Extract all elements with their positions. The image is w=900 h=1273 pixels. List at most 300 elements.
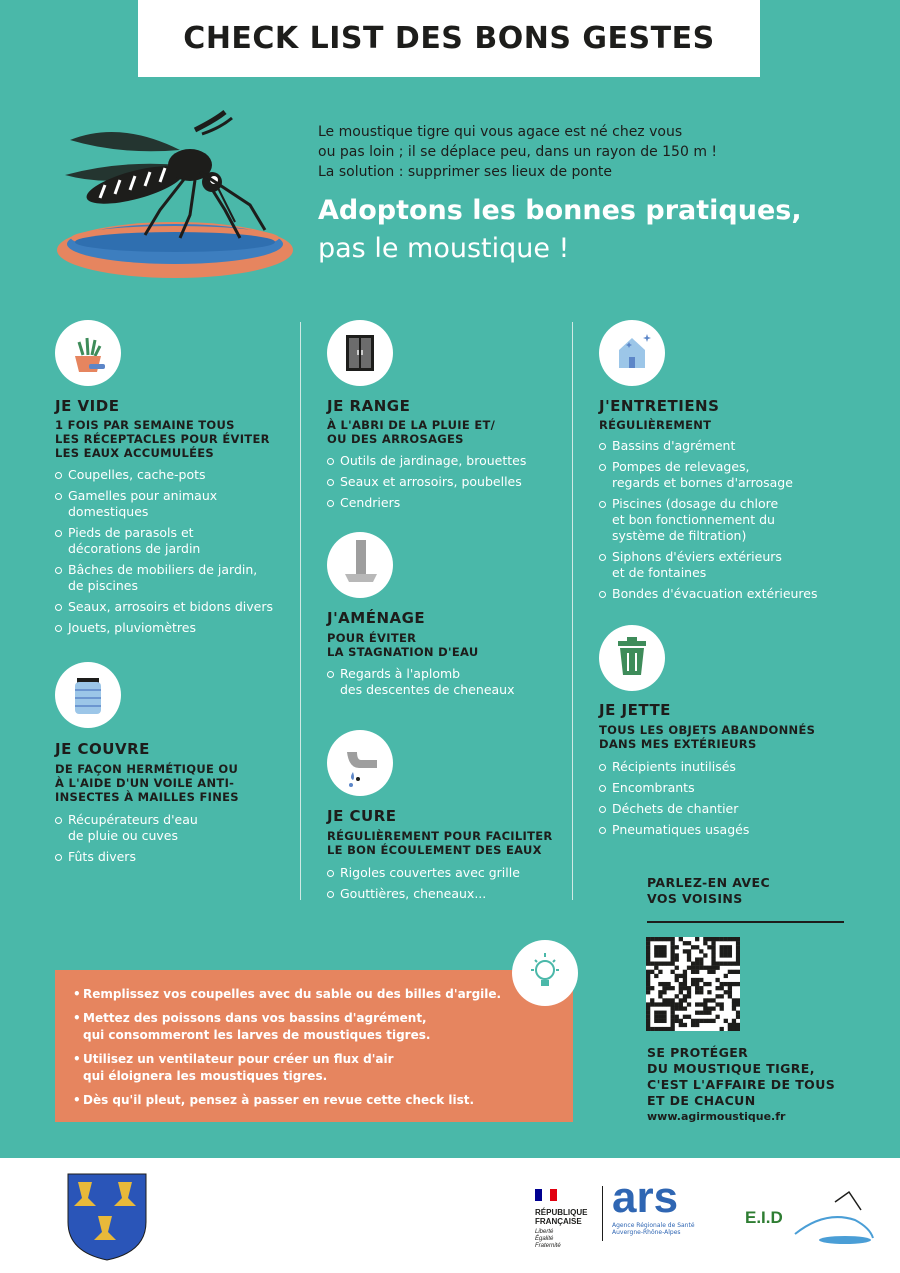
qr-module [736,937,740,941]
qr-module [720,949,724,953]
qr-module [675,945,679,949]
qr-module [703,998,707,1002]
qr-module [715,1002,719,1006]
protect-message: SE PROTÉGER DU MOUSTIQUE TIGRE, C'EST L'AFFAIRE DE TOUS ET DE CHACUN [647,1045,836,1108]
qr-module [671,1015,675,1019]
qr-module [707,1006,711,1010]
qr-module [687,986,691,990]
qr-module [736,1027,740,1031]
qr-module [671,970,675,974]
qr-module [724,953,728,957]
qr-module [703,1019,707,1023]
qr-module [687,957,691,961]
qr-module [736,945,740,949]
qr-module [683,1023,687,1027]
qr-module [703,1002,707,1006]
section-subtitle-cure: RÉGULIÈREMENT POUR FACILITER LE BON ÉCOULEMENT DES EAUX [327,829,553,857]
qr-module [675,1015,679,1019]
qr-module [707,966,711,970]
qr-module [736,1015,740,1019]
qr-module [646,957,650,961]
qr-module [699,949,703,953]
tips-list [73,986,555,1109]
qr-module [683,949,687,953]
qr-module [650,962,654,966]
qr-module [679,1006,683,1010]
qr-module [646,941,650,945]
qr-module [703,1006,707,1010]
qr-module [646,1023,650,1027]
qr-module [658,945,662,949]
qr-module [687,941,691,945]
qr-module [728,994,732,998]
qr-module [679,990,683,994]
qr-module [666,1027,670,1031]
headline-light: pas le moustique ! [318,233,570,264]
qr-module [658,1015,662,1019]
qr-module [683,974,687,978]
qr-module [650,1002,654,1006]
qr-module [695,970,699,974]
column-divider [572,322,573,900]
gutter-icon [327,730,393,796]
qr-module [728,986,732,990]
cabinet-icon [327,320,393,386]
section-subtitle-couvre: DE FAÇON HERMÉTIQUE OU À L'AIDE D'UN VOILE ANTI- INSECTES À MAILLES FINES [55,762,239,804]
qr-module [679,998,683,1002]
qr-module [650,1027,654,1031]
qr-module [711,1019,715,1023]
qr-module [662,949,666,953]
section-title-amenage: J'AMÉNAGE [327,609,426,627]
qr-module [679,982,683,986]
qr-module [691,1019,695,1023]
qr-module [675,1019,679,1023]
qr-module [699,986,703,990]
list-item: Rigoles couvertes avec grille [327,865,567,881]
list-amenage [327,666,567,703]
qr-module [720,1002,724,1006]
qr-module [650,986,654,990]
qr-module [695,990,699,994]
qr-module [707,1019,711,1023]
plant-pot-icon [55,320,121,386]
list-item: Siphons d'éviers extérieurs et de fontaines [599,549,859,581]
qr-module [683,941,687,945]
qr-module [662,986,666,990]
qr-module [715,962,719,966]
qr-module [707,970,711,974]
qr-module [732,1027,736,1031]
qr-module [675,994,679,998]
qr-module [687,1002,691,1006]
qr-module [728,990,732,994]
qr-module [732,982,736,986]
qr-module [658,953,662,957]
list-item: Pieds de parasols et décorations de jardin [55,525,295,557]
qr-module [658,962,662,966]
qr-module [695,962,699,966]
qr-module [687,994,691,998]
section-title-cure: JE CURE [327,807,397,825]
list-item: Piscines (dosage du chlore et bon fonctionnement du système de filtration) [599,496,859,544]
mosquito-illustration [50,110,300,285]
list-item: Seaux, arrosoirs et bidons divers [55,599,295,615]
page-title: CHECK LIST DES BONS GESTES [183,21,715,56]
qr-module [728,1023,732,1027]
qr-module [703,966,707,970]
qr-module [675,957,679,961]
qr-module [679,986,683,990]
ars-subtitle: Agence Régionale de Santé Auvergne-Rhône-Alpes [612,1222,695,1236]
qr-module [658,990,662,994]
talk-neighbors-text: PARLEZ-EN AVEC VOS VOISINS [647,875,771,906]
qr-module [646,978,650,982]
qr-module [736,1023,740,1027]
qr-module [732,1023,736,1027]
qr-module [711,937,715,941]
qr-module [658,937,662,941]
list-item: Bondes d'évacuation extérieures [599,586,859,602]
qr-module [671,945,675,949]
list-item: Récupérateurs d'eau de pluie ou cuves [55,812,295,844]
title-banner [138,0,760,77]
qr-module [699,966,703,970]
qr-code[interactable] [646,937,740,1031]
qr-module [646,1015,650,1019]
qr-module [654,974,658,978]
qr-module [650,970,654,974]
qr-module [699,1011,703,1015]
qr-module [732,1002,736,1006]
qr-module [715,994,719,998]
list-item: Pompes de relevages, regards et bornes d'arrosage [599,459,859,491]
qr-module [646,1011,650,1015]
qr-module [720,937,724,941]
qr-module [654,1011,658,1015]
qr-module [654,1002,658,1006]
qr-module [683,1015,687,1019]
list-range [327,453,567,516]
qr-module [683,978,687,982]
qr-module [724,962,728,966]
qr-module [671,1011,675,1015]
qr-module [736,1011,740,1015]
intro-line-1: Le moustique tigre qui vous agace est né chez vous [318,124,683,140]
qr-module [720,994,724,998]
qr-module [736,957,740,961]
qr-module [728,982,732,986]
qr-module [671,1019,675,1023]
qr-module [662,998,666,1002]
footer [0,1158,900,1273]
qr-module [707,945,711,949]
qr-module [666,1002,670,1006]
qr-module [724,1019,728,1023]
qr-module [675,953,679,957]
trash-can-icon [599,625,665,691]
section-subtitle-range: À L'ABRI DE LA PLUIE ET/ OU DES ARROSAGES [327,418,496,446]
qr-divider [647,921,844,923]
qr-module [679,1023,683,1027]
qr-module [724,974,728,978]
qr-module [711,1006,715,1010]
section-subtitle-vide: 1 FOIS PAR SEMAINE TOUS LES RÉCEPTACLES POUR ÉVITER LES EAUX ACCUMULÉES [55,418,270,460]
qr-module [736,962,740,966]
tip-item: • Mettez des poissons dans vos bassins d'agrément, qui consommeront les larves de moustiques tigres. [73,1010,555,1044]
list-item: Regards à l'aplomb des descentes de cheneaux [327,666,567,698]
section-subtitle-entretiens: RÉGULIÈREMENT [599,418,712,432]
qr-module [728,945,732,949]
section-title-entretiens: J'ENTRETIENS [599,397,720,415]
qr-module [683,970,687,974]
house-icon [599,320,665,386]
qr-module [658,949,662,953]
qr-module [675,1006,679,1010]
ars-logo: ars [612,1173,679,1222]
qr-module [695,937,699,941]
qr-module [711,962,715,966]
qr-module [691,1023,695,1027]
qr-module [703,953,707,957]
qr-module [671,1002,675,1006]
list-item: Récipients inutilisés [599,759,859,775]
qr-module [732,937,736,941]
tip-item: • Dès qu'il pleut, pensez à passer en revue cette check list. [73,1092,555,1109]
qr-module [736,998,740,1002]
qr-module [662,962,666,966]
qr-module [654,966,658,970]
qr-module [654,1015,658,1019]
qr-module [720,986,724,990]
qr-module [679,1002,683,1006]
list-item: Bâches de mobiliers de jardin, de piscines [55,562,295,594]
devise-text: Liberté Égalité Fraternité [535,1229,561,1249]
column-divider [300,322,301,900]
logo-separator [602,1186,603,1241]
qr-module [646,974,650,978]
qr-module [671,998,675,1002]
qr-module [711,998,715,1002]
qr-module [695,1011,699,1015]
qr-module [679,937,683,941]
qr-module [736,949,740,953]
qr-module [675,1002,679,1006]
qr-module [699,962,703,966]
qr-module [699,1002,703,1006]
qr-module [671,941,675,945]
qr-module [671,1027,675,1031]
intro-text [318,122,798,182]
qr-module [707,982,711,986]
qr-module [662,982,666,986]
qr-module [666,998,670,1002]
list-item: Déchets de chantier [599,801,859,817]
qr-module [699,1019,703,1023]
qr-module [646,962,650,966]
qr-module [671,953,675,957]
qr-module [699,957,703,961]
qr-module [691,962,695,966]
qr-module [654,962,658,966]
qr-module [720,1027,724,1031]
drainpipe-icon [327,532,393,598]
section-title-range: JE RANGE [327,397,411,415]
qr-module [646,953,650,957]
qr-module [654,1019,658,1023]
qr-module [711,949,715,953]
qr-module [683,998,687,1002]
qr-module [720,953,724,957]
qr-module [695,986,699,990]
qr-module [662,953,666,957]
list-item: Seaux et arrosoirs, poubelles [327,474,567,490]
qr-module [736,1002,740,1006]
section-title-vide: JE VIDE [55,397,120,415]
qr-module [732,1006,736,1010]
qr-module [679,974,683,978]
list-item: Encombrants [599,780,859,796]
section-title-couvre: JE COUVRE [55,740,150,758]
qr-module [720,945,724,949]
list-item: Cendriers [327,495,567,511]
qr-module [662,1015,666,1019]
qr-module [703,937,707,941]
marianne-flag-icon [535,1189,557,1201]
qr-module [711,953,715,957]
qr-module [687,953,691,957]
section-subtitle-jette: TOUS LES OBJETS ABANDONNÉS DANS MES EXTÉRIEURS [599,723,816,751]
section-subtitle-amenage: POUR ÉVITER LA STAGNATION D'EAU [327,631,479,659]
qr-module [736,982,740,986]
list-vide [55,467,295,641]
republique-text: RÉPUBLIQUE FRANÇAISE [535,1208,588,1226]
qr-module [732,998,736,1002]
qr-module [658,994,662,998]
qr-module [662,1027,666,1031]
qr-module [658,982,662,986]
qr-module [683,986,687,990]
tips-box [55,970,573,1122]
qr-module [646,1002,650,1006]
qr-module [675,978,679,982]
qr-module [691,966,695,970]
qr-module [724,945,728,949]
list-item: Gamelles pour animaux domestiques [55,488,295,520]
qr-module [687,949,691,953]
qr-module [703,982,707,986]
list-jette [599,759,859,843]
qr-module [707,937,711,941]
qr-module [646,945,650,949]
qr-module [654,945,658,949]
qr-module [728,962,732,966]
qr-module [671,937,675,941]
qr-module [736,970,740,974]
qr-module [646,986,650,990]
qr-module [732,962,736,966]
qr-module [711,957,715,961]
qr-module [671,1023,675,1027]
qr-module [691,945,695,949]
qr-module [699,990,703,994]
qr-module [646,949,650,953]
qr-module [736,953,740,957]
qr-module [675,966,679,970]
qr-module [724,949,728,953]
qr-module [679,1019,683,1023]
qr-module [662,937,666,941]
coat-of-arms-logo [66,1172,148,1262]
qr-module [732,1019,736,1023]
qr-module [711,941,715,945]
qr-module [691,970,695,974]
intro-line-3: La solution : supprimer ses lieux de ponte [318,164,612,180]
qr-module [711,945,715,949]
list-item: Fûts divers [55,849,295,865]
qr-module [724,990,728,994]
qr-module [728,970,732,974]
qr-module [695,945,699,949]
qr-module [691,982,695,986]
qr-module [671,962,675,966]
qr-module [646,937,650,941]
qr-module [724,982,728,986]
qr-module [720,962,724,966]
intro-line-2: ou pas loin ; il se déplace peu, dans un rayon de 150 m ! [318,144,718,160]
list-entretiens [599,438,859,607]
qr-module [715,966,719,970]
qr-module [658,1027,662,1031]
qr-module [724,937,728,941]
qr-module [646,970,650,974]
qr-module [732,970,736,974]
qr-module [662,1002,666,1006]
list-item: Gouttières, cheneaux... [327,886,567,902]
qr-module [654,937,658,941]
qr-module [695,982,699,986]
qr-module [646,1019,650,1023]
qr-module [695,966,699,970]
tip-item: • Remplissez vos coupelles avec du sable ou des billes d'argile. [73,986,555,1003]
list-item: Jouets, pluviomètres [55,620,295,636]
qr-module [683,1006,687,1010]
qr-module [646,1027,650,1031]
qr-module [703,941,707,945]
qr-module [715,1015,719,1019]
qr-module [658,1002,662,1006]
republique-francaise-logo [535,1186,587,1250]
qr-module [715,986,719,990]
qr-module [715,937,719,941]
qr-module [703,1011,707,1015]
qr-module [711,970,715,974]
list-cure [327,865,567,907]
qr-module [654,953,658,957]
list-item: Pneumatiques usagés [599,822,859,838]
qr-module [650,998,654,1002]
water-tank-icon [55,662,121,728]
qr-module [707,1011,711,1015]
qr-module [687,1015,691,1019]
qr-module [711,966,715,970]
qr-module [683,982,687,986]
list-item: Outils de jardinage, brouettes [327,453,567,469]
qr-module [666,986,670,990]
website-link[interactable]: www.agirmoustique.fr [647,1110,786,1123]
qr-module [662,945,666,949]
eid-logo: E.I.D [745,1208,783,1227]
